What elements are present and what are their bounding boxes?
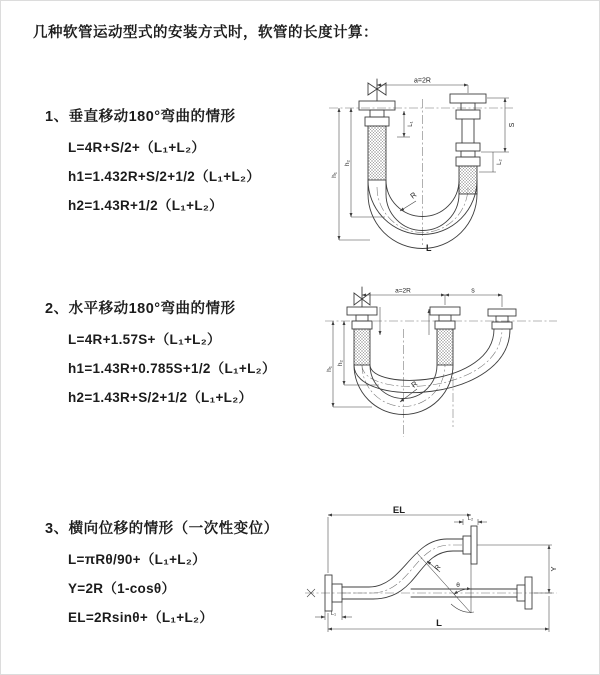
length-label: L <box>426 243 432 253</box>
diagram-lateral-offset <box>299 505 584 643</box>
dim-a2r <box>362 288 445 306</box>
section-vertical-travel <box>45 105 260 220</box>
radius-label: R <box>408 190 419 201</box>
dim-el-label: EL <box>392 505 406 516</box>
dim-l1 <box>397 111 414 137</box>
dim-s-label: S <box>509 122 516 128</box>
dim-l1-label: L₁ <box>408 121 414 127</box>
dim-h2-label: h₂ <box>337 359 344 367</box>
dim-l <box>328 596 549 632</box>
formula-line: EL=2Rsinθ+（L₁+L₂） <box>68 610 214 625</box>
formula-line: h2=1.43R+S/2+1/2（L₁+L₂） <box>68 390 253 405</box>
dim-h1-label: h₁ <box>326 366 333 372</box>
dim-y <box>534 545 558 593</box>
top-right-flange <box>463 526 552 564</box>
section-1-formula-list <box>68 133 260 220</box>
left-pipe-flange <box>347 307 377 365</box>
dim-a2r-label: a=2R <box>414 77 431 85</box>
formula-line: h1=1.432R+S/2+1/2（L₁+L₂） <box>68 169 261 184</box>
dim-l2-label: L₂ <box>497 159 503 165</box>
formula-line: h1=1.43R+0.785S+1/2（L₁+L₂） <box>68 361 276 376</box>
section-2-heading: 2、水平移动180°弯曲的情形 <box>45 301 236 317</box>
valve-icon <box>354 287 370 307</box>
dim-h1-label: h₁ <box>331 172 338 178</box>
formula-line: L=4R+S/2+（L₁+L₂） <box>68 140 206 155</box>
dim-l1-label: L₁ <box>331 611 336 617</box>
formula-line: h2=1.43R+1/2（L₁+L₂） <box>68 198 223 213</box>
dim-l1 <box>315 602 352 620</box>
right-pipe-flange <box>488 309 516 329</box>
section-1-heading: 1、垂直移动180°弯曲的情形 <box>45 109 236 125</box>
dim-h1 <box>331 108 370 240</box>
hose-s-curve <box>342 539 463 599</box>
page-title: 几种软管运动型式的安装方式时，软管的长度计算： <box>33 25 378 41</box>
formula-line: Y=2R（1-cosθ） <box>68 581 176 596</box>
formula-line: L=πRθ/90+（L₁+L₂） <box>68 552 206 567</box>
section-2-formula-list <box>68 325 276 412</box>
hose-u-bend-curves <box>354 329 510 415</box>
radius-leader <box>400 190 419 211</box>
radius-label: R <box>433 563 443 573</box>
dim-l-label: L <box>436 618 442 629</box>
dim-y-label: Y <box>549 566 558 572</box>
dim-l2 <box>479 152 503 172</box>
left-pipe-flange <box>359 101 395 180</box>
diagram-horizontal-travel-180-bend <box>317 285 565 447</box>
formula-line: L=4R+1.57S+（L₁+L₂） <box>68 332 221 347</box>
dim-a2r-label: a=2R <box>395 287 411 295</box>
dim-a2r <box>377 78 468 94</box>
centerlines <box>305 545 557 593</box>
dim-h2-label: h₂ <box>344 159 351 167</box>
section-lateral-offset <box>45 517 279 632</box>
valve-icon <box>368 79 386 101</box>
section-3-heading: 3、横向位移的情形（一次性变位） <box>45 521 279 537</box>
section-horizontal-travel <box>45 297 276 412</box>
dim-s-label: s <box>471 287 475 295</box>
radius-label: R <box>409 379 420 390</box>
angle-construction <box>417 551 474 613</box>
middle-pipe-flange <box>430 307 460 365</box>
diagram-vertical-travel-180-bend <box>315 77 547 253</box>
right-pipe-flange <box>450 94 486 194</box>
dim-s <box>445 288 502 308</box>
angle-theta-label: θ <box>456 582 460 589</box>
section-3-formula-list <box>68 545 279 632</box>
dim-l2-label: L₂ <box>467 516 474 522</box>
dim-l2 <box>454 516 487 525</box>
dim-s <box>481 98 516 152</box>
